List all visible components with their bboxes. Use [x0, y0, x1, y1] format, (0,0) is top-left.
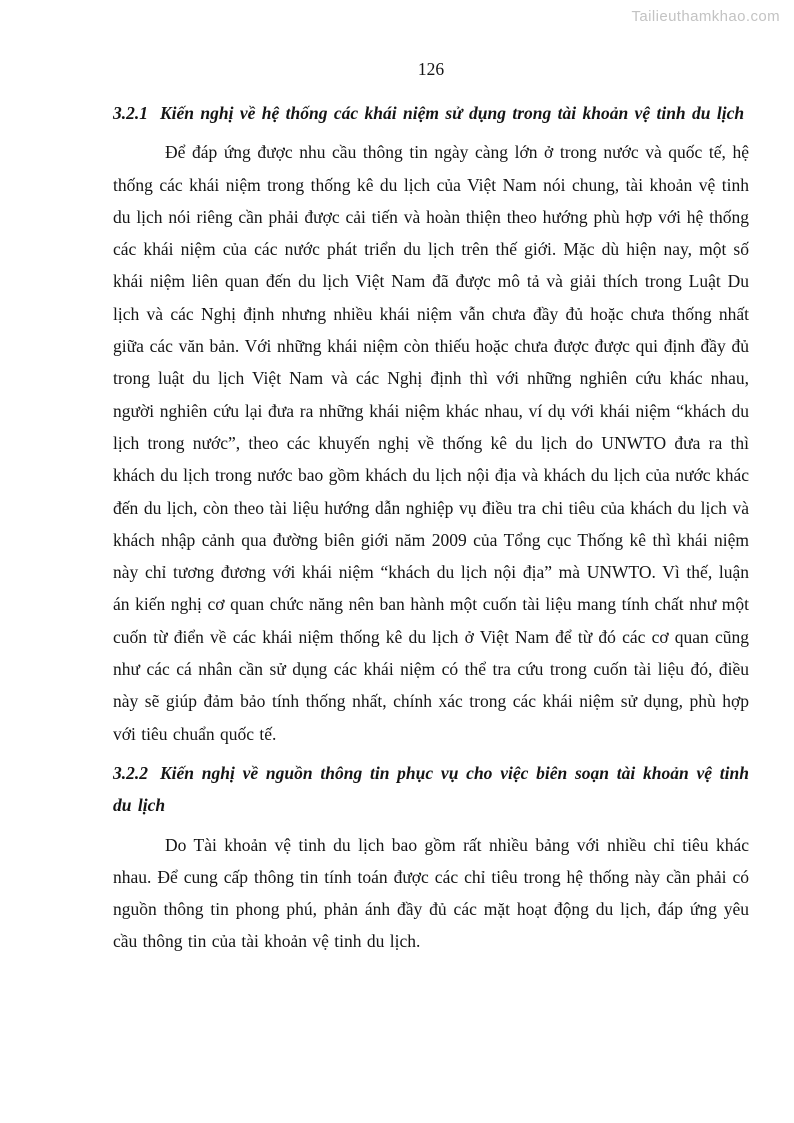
- page-number: 126: [417, 59, 445, 79]
- section-number: 3.2.2: [113, 762, 148, 783]
- section-heading-3-2-1: [113, 97, 749, 129]
- section-title: Kiến nghị về hệ thống các khái niệm sử dụng trong tài khoản vệ tinh du lịch: [160, 103, 745, 123]
- section-heading-3-2-2: [113, 757, 749, 822]
- page-content: [113, 53, 749, 965]
- body-paragraph: Do Tài khoản vệ tinh du lịch bao gồm rất nhiều bảng với nhiều chỉ tiêu khác nhau. Để cung cấp thông tin tính toán được các chỉ tiêu trong hệ thống này cần phải có nguồn thông tin phong phú, phản ánh đầy đủ các mặt hoạt động du lịch, đáp ứng yêu cầu thông tin của tài khoản vệ tinh du lịch.: [113, 834, 749, 952]
- section-number: 3.2.1: [113, 103, 148, 123]
- section-title: Kiến nghị về nguồn thông tin phục vụ cho việc biên soạn tài khoản vệ tinh du lịch: [113, 762, 749, 816]
- watermark-text: Tailieuthamkhao.com: [631, 8, 780, 25]
- body-paragraph: Để đáp ứng được nhu cầu thông tin ngày càng lớn ở trong nước và quốc tế, hệ thống các khái niệm trong thống kê du lịch của Việt Nam nói chung, tài khoản vệ tinh du lịch nói riêng cần phải được cải tiến và hoàn thiện theo hướng phù hợp với hệ thống các khái niệm của các nước phát triển du lịch trên thế giới. Mặc dù hiện nay, một số khái niệm liên quan đến du lịch Việt Nam đã được mô tả và giải thích trong Luật Du lịch và các Nghị định nhưng nhiều khái niệm vẫn chưa đầy đủ hoặc chưa thống nhất giữa các văn bản. Với những khái niệm còn thiếu hoặc chưa được được qui định đầy đủ trong luật du lịch Việt Nam và các Nghị định thì với những nghiên cứu khác nhau, người nghiên cứu lại đưa ra những khái niệm khác nhau, ví dụ với khái niệm “khách du lịch trong nước”, theo các khuyến nghị về thống kê du lịch do UNWTO đưa ra thì khách du lịch trong nước bao gồm khách du lịch nội địa và khách du lịch của nước khác đến du lịch, còn theo tài liệu hướng dẫn nghiệp vụ điều tra chi tiêu của khách du lịch và khách nhập cảnh qua đường biên giới năm 2009 của Tổng cục Thống kê thì khái niệm này chỉ tương đương với khái niệm “khách du lịch nội địa” mà UNWTO. Vì thế, luận án kiến nghị cơ quan chức năng nên ban hành một cuốn tài liệu mang tính chất như một cuốn từ điển về các khái niệm thống kê du lịch ở Việt Nam để từ đó các cơ quan cũng như các cá nhân cần sử dụng các khái niệm có thể tra cứu trong cuốn tài liệu đó, điều này sẽ giúp đảm bảo tính thống nhất, chính xác trong các khái niệm sử dụng, phù hợp với tiêu chuẩn quốc tế.: [113, 142, 749, 744]
